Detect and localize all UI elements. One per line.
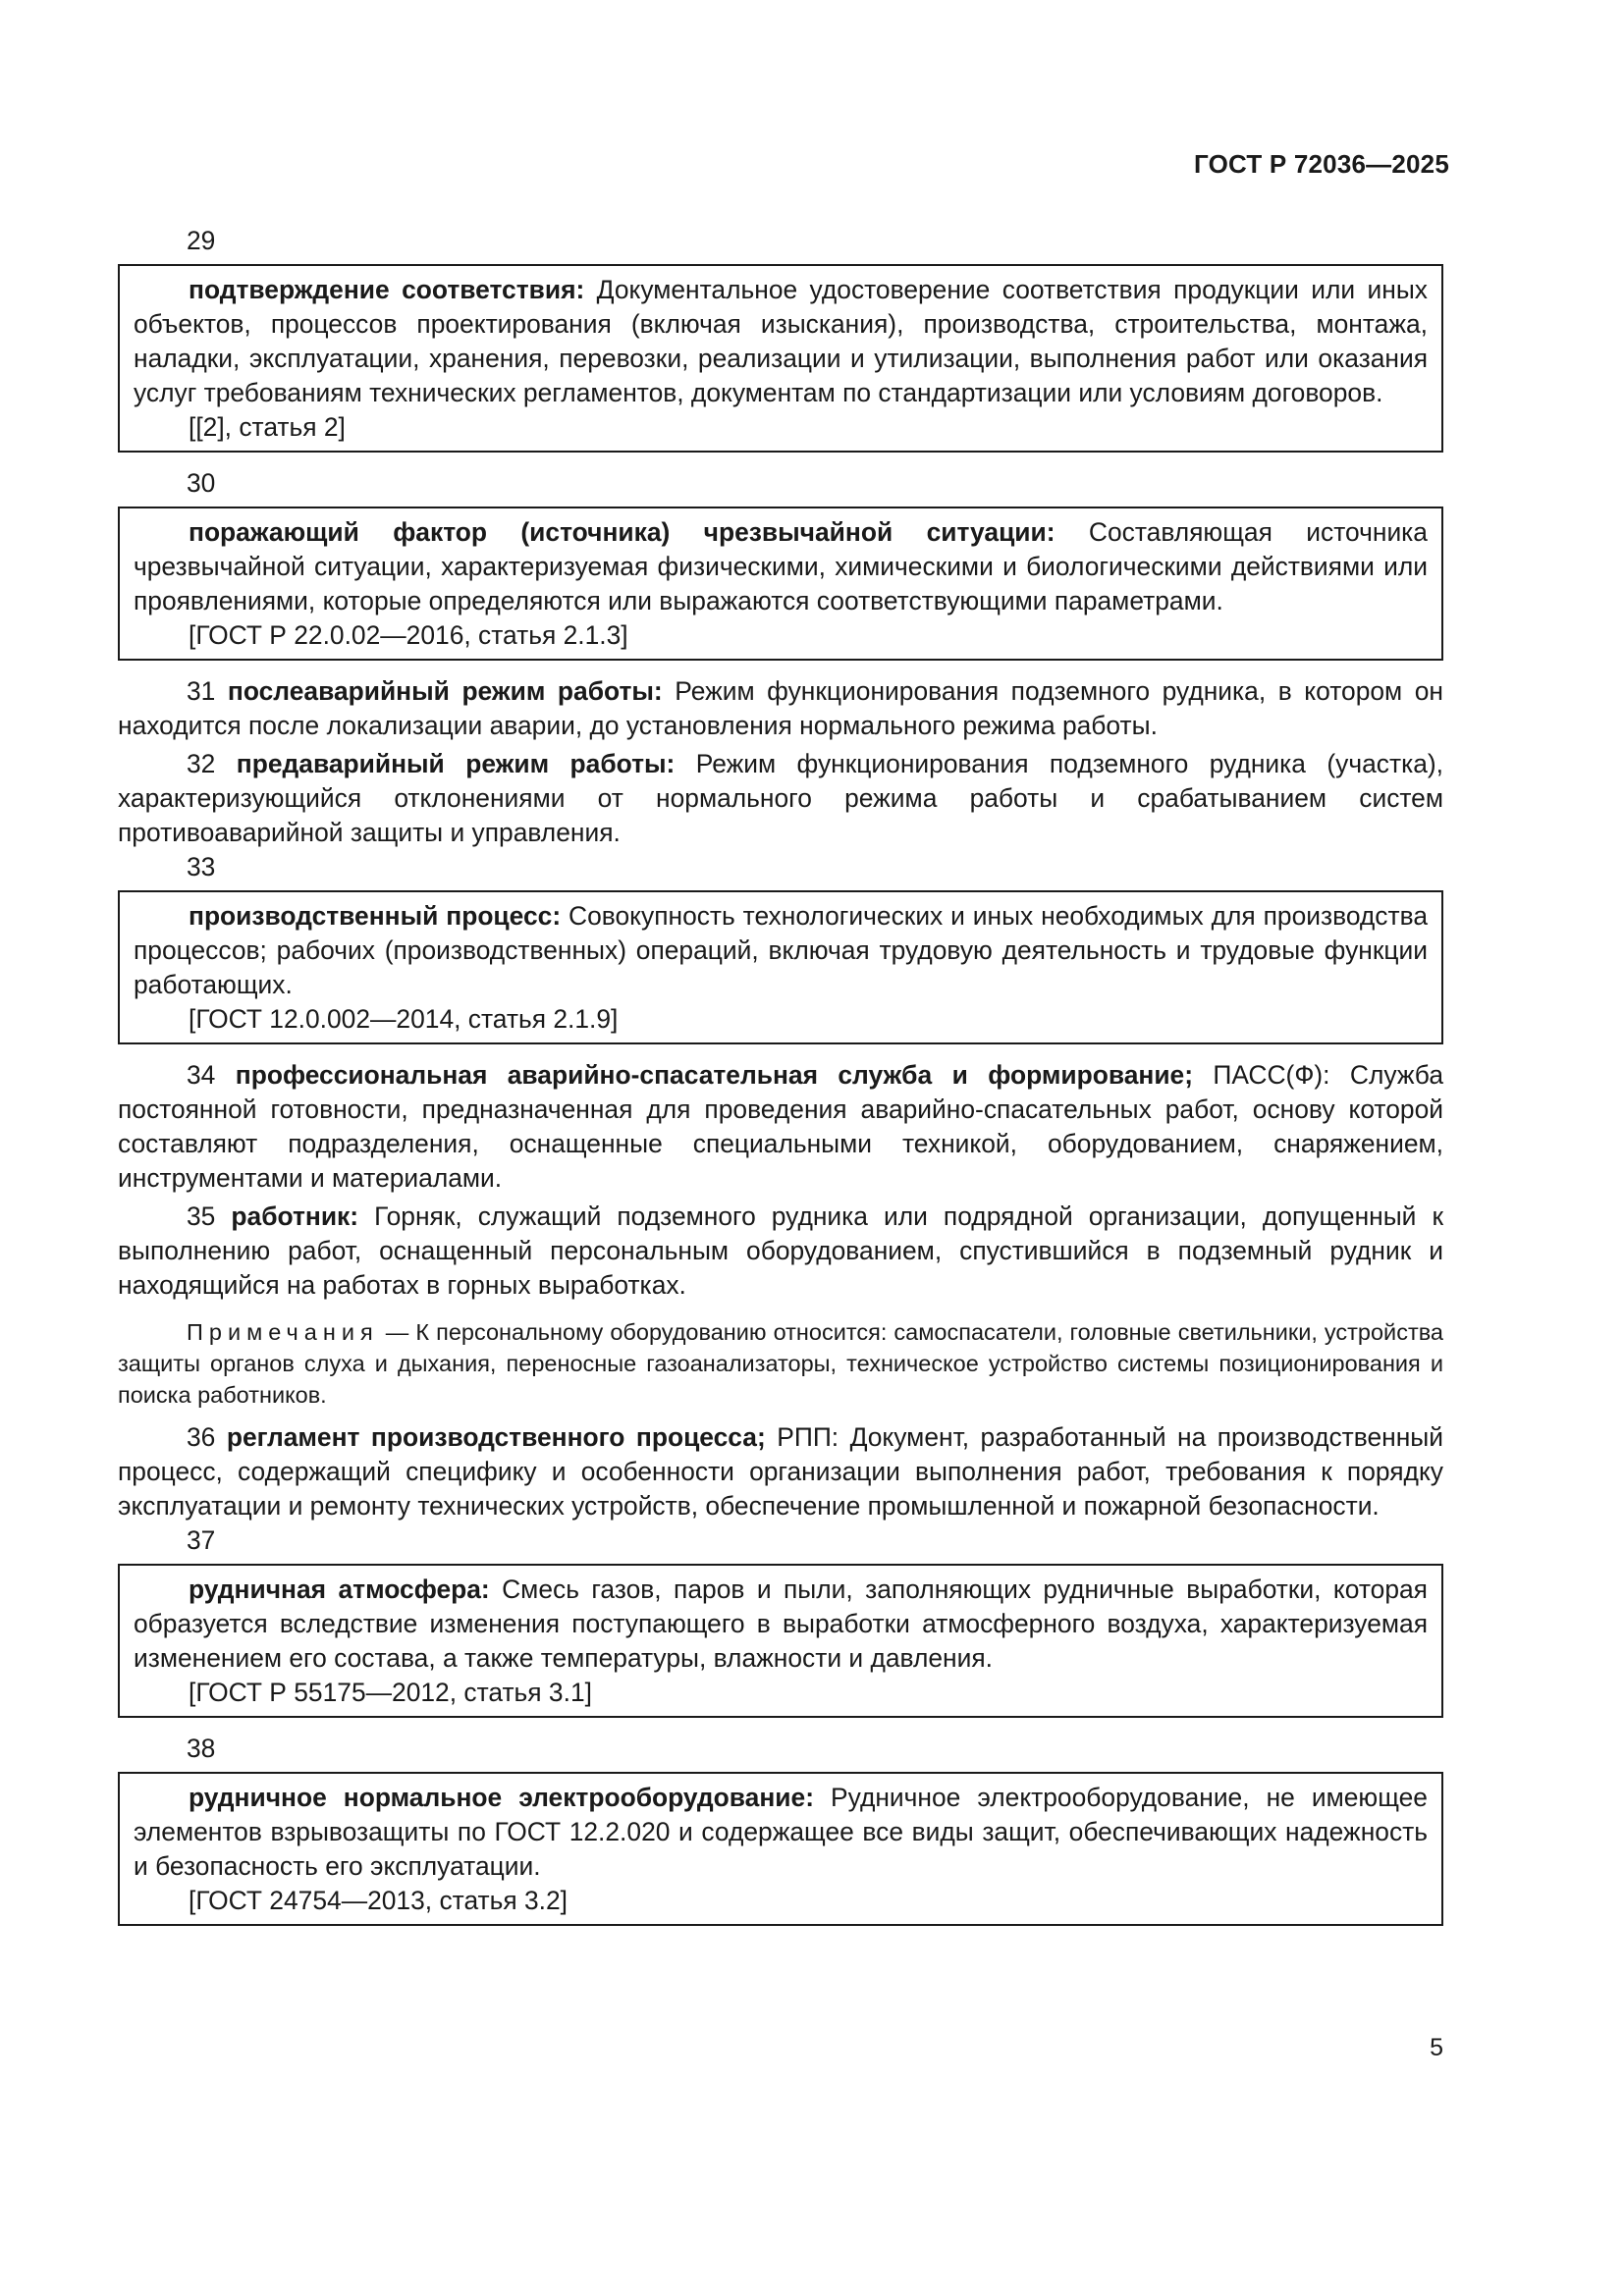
term-source: [ГОСТ Р 22.0.02—2016, статья 2.1.3] [189, 620, 628, 650]
terms-section [118, 224, 1443, 1940]
term-source: [ГОСТ Р 55175—2012, статья 3.1] [189, 1678, 592, 1707]
note-label: Примечания [187, 1319, 379, 1345]
term-definition [134, 1573, 1428, 1676]
term-name: рудничная атмосфера: [189, 1575, 490, 1604]
entry-number: 32 [187, 749, 237, 778]
quoted-term-box [118, 264, 1443, 453]
definition-text: Документальное удостоверение соответствия продукции или иных объектов, процессов проектирования (включая изыскания), производства, строительства, монтажа, наладки, эксплуатации, хранения, перевозки, реализации и утилизации, выполнения работ или оказания услуг требованиям технических регламентов, документам по стандартизации или условиям договоров. [134, 275, 1429, 407]
term-name: рудничное нормальное электрооборудование: [189, 1783, 814, 1812]
term-definition [134, 899, 1428, 1002]
definition-text: Смесь газов, паров и пыли, заполняющих рудничные выработки, которая образуется вследствие изменения поступающего в выработки атмосферного воздуха, характеризуемая изменением его состава, а также температуры, влажности и давления. [134, 1575, 1428, 1673]
term-definition [134, 515, 1428, 618]
page-number: 5 [1430, 2034, 1443, 2061]
term-paragraph [118, 1058, 1443, 1196]
term-source: [ГОСТ 24754—2013, статья 3.2] [189, 1886, 568, 1915]
entry-number: 33 [187, 852, 216, 881]
document-header: ГОСТ Р 72036—2025 [1194, 149, 1449, 179]
term-name: предаварийный режим работы: [236, 749, 676, 778]
entry-number: 34 [187, 1060, 236, 1090]
entry-number: 30 [187, 468, 216, 498]
term-paragraph [118, 1200, 1443, 1303]
entry-number: 36 [187, 1422, 227, 1452]
term-source: [[2], статья 2] [189, 412, 346, 442]
entry-number: 38 [187, 1734, 216, 1763]
entry-number: 31 [187, 676, 228, 706]
quoted-term-box [118, 890, 1443, 1044]
term-source: [ГОСТ 12.0.002—2014, статья 2.1.9] [189, 1004, 619, 1034]
entry-number: 35 [187, 1201, 232, 1231]
term-name: регламент производственного процесса; [226, 1422, 766, 1452]
entry-number: 37 [187, 1525, 216, 1555]
definition-text: Совокупность технологических и иных необходимых для производства процессов; рабочих (производственных) операций, включая трудовую деятельность и трудовые функции работающих. [134, 901, 1428, 999]
entry-number: 29 [187, 226, 216, 255]
term-name: производственный процесс: [189, 901, 562, 931]
term-paragraph [118, 1420, 1443, 1523]
definition-text: Горняк, служащий подземного рудника или подрядной организации, допущенный к выполнению работ, оснащенный персональным оборудованием, спустившийся в подземный рудник и находящийся на работах в горных выработках. [118, 1201, 1443, 1300]
term-paragraph [118, 674, 1443, 743]
definition-text: Рудничное электрооборудование, не имеющее элементов взрывозащиты по ГОСТ 12.2.020 и содержащее все виды защит, обеспечивающих надежность и безопасность его эксплуатации. [134, 1783, 1428, 1881]
definition-text: Режим функционирования подземного рудника, в котором он находится после локализации аварии, до установления нормального режима работы. [118, 676, 1443, 740]
definition-text: Режим функционирования подземного рудника (участка), характеризующийся отклонениями от нормального режима работы и срабатыванием систем противоаварийной защиты и управления. [118, 749, 1443, 847]
note-text: — К персональному оборудованию относится: самоспасатели, головные светильники, устройства защиты органов слуха и дыхания, переносные газоанализаторы, техническое устройство системы позиционирования и поиска работников. [118, 1319, 1443, 1408]
quoted-term-box [118, 1564, 1443, 1718]
quoted-term-box [118, 1772, 1443, 1926]
definition-text: ПАСС(Ф): Служба постоянной готовности, предназначенная для проведения аварийно-спасательных работ, основу которой составляют подразделения, оснащенные специальными техникой, оборудованием, снаряжением, инструментами и материалами. [118, 1060, 1443, 1193]
quoted-term-box [118, 507, 1443, 661]
term-name: послеаварийный режим работы: [227, 676, 663, 706]
definition-text: РПП: Документ, разработанный на производственный процесс, содержащий специфику и особенности организации выполнения работ, требования к порядку эксплуатации и ремонту технических устройств, обеспечение промышленной и пожарной безопасности. [118, 1422, 1444, 1521]
term-paragraph [118, 747, 1443, 850]
term-name: профессиональная аварийно-спасательная служба и формирование; [235, 1060, 1194, 1090]
definition-text: Составляющая источника чрезвычайной ситуации, характеризуемая физическими, химическими и биологическими действиями или проявлениями, которые определяются или выражаются соответствующими параметрами. [134, 517, 1428, 615]
term-definition [134, 273, 1428, 410]
term-name: работник: [231, 1201, 359, 1231]
term-name: подтверждение соответствия: [189, 275, 585, 304]
term-name: поражающий фактор (источника) чрезвычайной ситуации: [189, 517, 1056, 547]
note-paragraph [118, 1316, 1443, 1411]
term-definition [134, 1781, 1428, 1884]
